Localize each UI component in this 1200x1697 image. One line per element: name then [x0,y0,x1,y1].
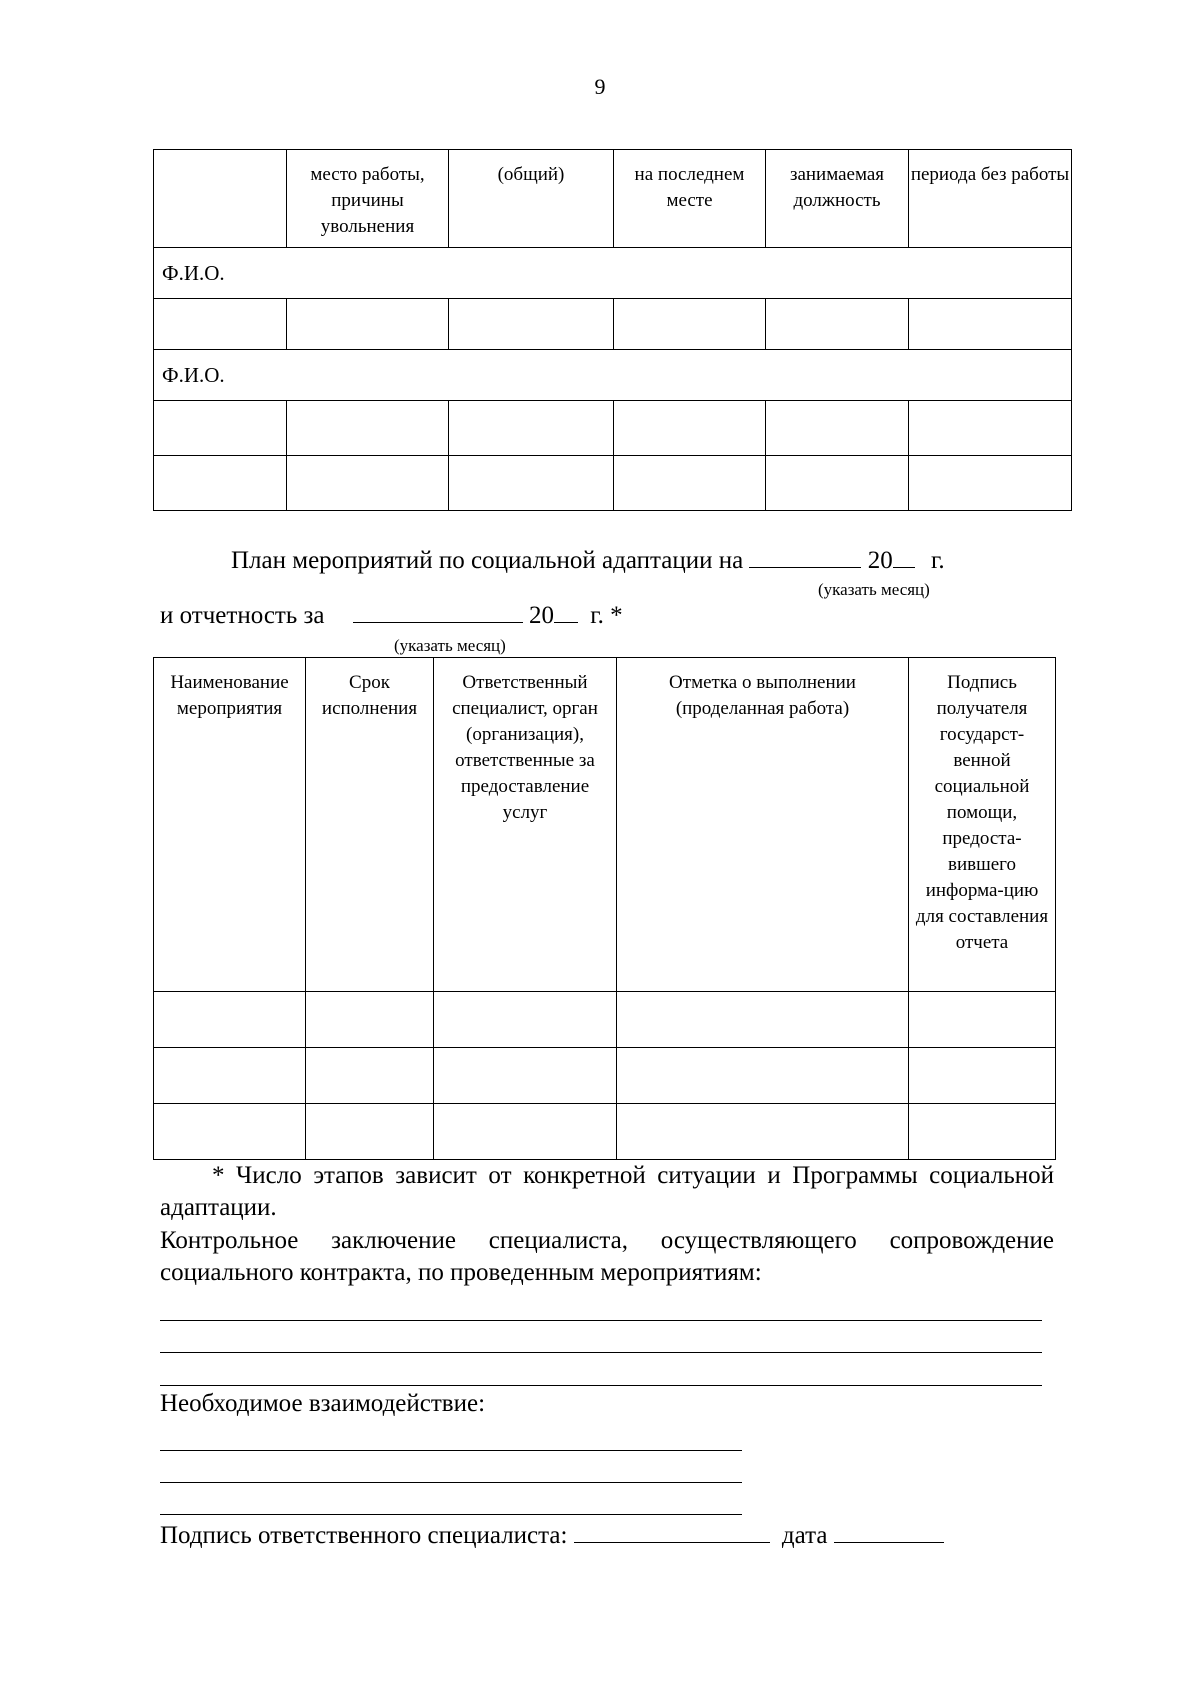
empty-cell[interactable] [617,992,909,1048]
month-blank[interactable] [749,545,861,568]
page-number: 9 [594,74,606,99]
empty-cell[interactable] [909,992,1056,1048]
interaction-line[interactable] [160,1514,742,1515]
empty-cell[interactable] [154,299,287,350]
empty-cell[interactable] [766,401,909,456]
conclusion-line[interactable] [160,1385,1042,1386]
header-cell: на последнем месте [614,150,766,248]
empty-cell[interactable] [154,1048,306,1104]
empty-cell[interactable] [614,456,766,511]
plan-heading-text: План мероприятий по социальной адаптации на [231,547,744,574]
month-hint: (указать месяц) [394,636,506,655]
table-row [154,992,1056,1048]
header-cell [154,150,287,248]
empty-cell[interactable] [287,401,449,456]
interaction-line[interactable] [160,1482,742,1483]
empty-cell[interactable] [154,401,287,456]
employment-history-table [153,149,1072,511]
adaptation-plan-table [153,657,1056,1160]
header-cell: Ответственный специалист, орган (организация), ответственные за предоставление услуг [434,658,617,992]
table-row [154,1048,1056,1104]
empty-cell[interactable] [909,299,1072,350]
empty-cell[interactable] [449,456,614,511]
empty-cell[interactable] [617,1104,909,1160]
empty-cell[interactable] [306,1048,434,1104]
month-blank[interactable] [353,600,523,623]
year-blank[interactable] [893,545,915,568]
fio-label: Ф.И.О. [154,248,1072,299]
empty-cell[interactable] [434,1048,617,1104]
signature-label: Подпись ответственного специалиста: [160,1522,568,1549]
report-heading-text: и отчетность за [160,602,325,629]
header-cell: занимаемая должность [766,150,909,248]
header-cell: Отметка о выполнении (проделанная работа) [617,658,909,992]
year-suffix: г. [930,547,945,574]
conclusion-line[interactable] [160,1352,1042,1353]
year-prefix: 20 [867,547,893,574]
report-heading [160,600,623,630]
table-header-row [154,658,1056,992]
year-suffix: г. * [590,602,623,629]
header-cell: периода без работы [909,150,1072,248]
header-cell: Срок исполнения [306,658,434,992]
fio-row [154,350,1072,401]
empty-cell[interactable] [434,1104,617,1160]
interaction-label: Необходимое взаимодействие: [160,1390,486,1417]
header-cell: Наименование мероприятия [154,658,306,992]
empty-cell[interactable] [617,1048,909,1104]
empty-cell[interactable] [614,401,766,456]
empty-cell[interactable] [154,992,306,1048]
header-cell: Подпись получателя государст-венной социальной помощи, предоста-вившего информа-цию для составления отчета [909,658,1056,992]
table-header-row [154,150,1072,248]
empty-cell[interactable] [909,456,1072,511]
table-row [154,299,1072,350]
year-prefix: 20 [528,602,554,629]
empty-cell[interactable] [287,299,449,350]
empty-cell[interactable] [766,456,909,511]
header-cell: место работы, причины увольнения [287,150,449,248]
empty-cell[interactable] [287,456,449,511]
month-hint: (указать месяц) [818,580,930,599]
fio-row [154,248,1072,299]
table-row [154,401,1072,456]
empty-cell[interactable] [449,401,614,456]
empty-cell[interactable] [766,299,909,350]
table-row [154,456,1072,511]
table-row [154,1104,1056,1160]
year-blank[interactable] [554,600,578,623]
interaction-line[interactable] [160,1450,742,1451]
signature-blank[interactable] [574,1520,770,1543]
empty-cell[interactable] [154,1104,306,1160]
empty-cell[interactable] [909,1104,1056,1160]
empty-cell[interactable] [614,299,766,350]
fio-label: Ф.И.О. [154,350,1072,401]
empty-cell[interactable] [449,299,614,350]
conclusion-line[interactable] [160,1320,1042,1321]
empty-cell[interactable] [909,401,1072,456]
date-blank[interactable] [834,1520,944,1543]
empty-cell[interactable] [306,992,434,1048]
header-cell: (общий) [449,150,614,248]
plan-heading [231,545,945,575]
signature-row [160,1520,944,1550]
footnote: * Число этапов зависит от конкретной ситуации и Программы социальной адаптации. [160,1162,1054,1221]
empty-cell[interactable] [306,1104,434,1160]
empty-cell[interactable] [154,456,287,511]
empty-cell[interactable] [434,992,617,1048]
conclusion-label: Контрольное заключение специалиста, осуществляющего сопровождение социального контракта, по проведенным мероприятиям: [160,1227,1054,1286]
empty-cell[interactable] [909,1048,1056,1104]
date-label: дата [781,1522,828,1549]
